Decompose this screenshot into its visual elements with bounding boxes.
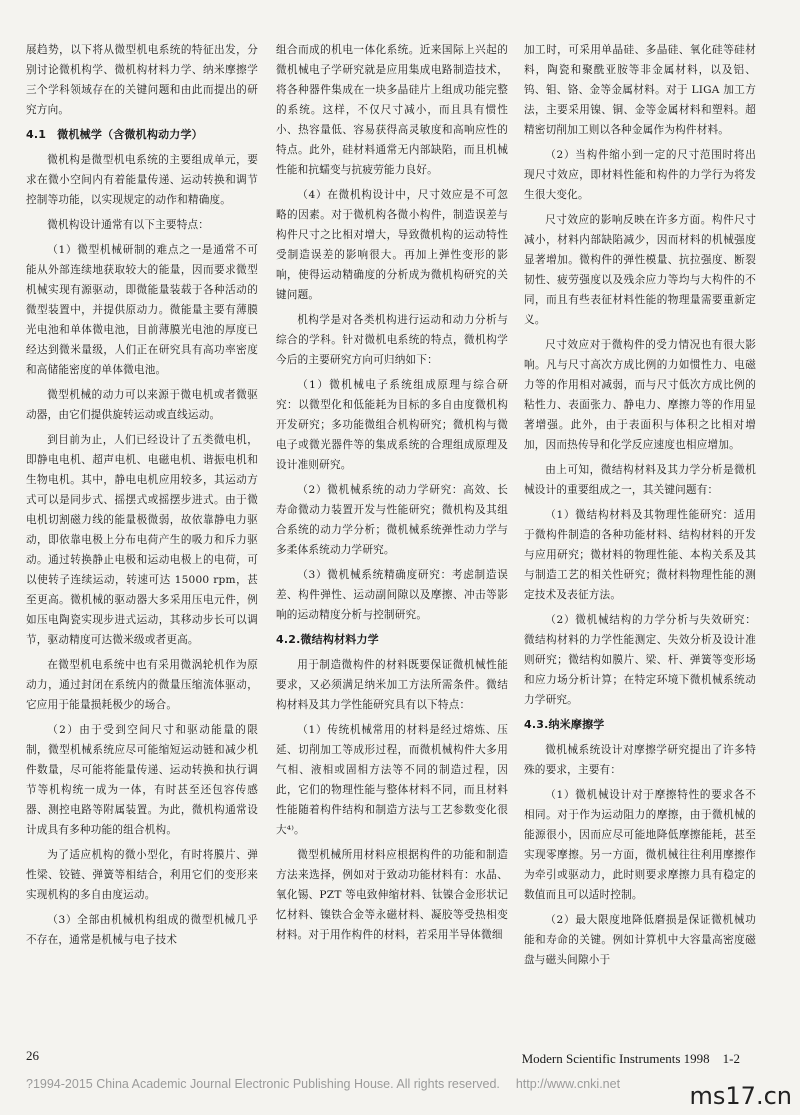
paragraph: 在微型机电系统中也有采用微涡轮机作为原动力，通过封闭在系统内的微量压缩流体驱动，它应用于能量损耗极少的场合。 [26,659,258,711]
paragraph: （1）传统机械常用的材料是经过熔炼、压延、切削加工等成形过程，而微机械构件大多用气相、液相或固相方法等不同的制造过程，因此，它们的物理性能与整体材料不同，而且材料性能随着构件结构和制造方法与工艺参数变化很大⁴⁾。 [276,724,508,836]
paragraph: （2）微机械结构的力学分析与失效研究：微结构材料的力学性能测定、失效分析及设计准则研究；微结构如膜片、梁、杆、弹簧等变形场和应力场分析计算；在特定环境下微机械系统动力学研究。 [524,614,756,706]
paragraph: 微型机械所用材料应根据构件的功能和制造方法来选择，例如对于致动功能材料有：水晶、氧化锡、PZT 等电致伸缩材料、钛镍合金形状记忆材料、镍铁合金等永磁材料、凝胶等受热相变材料。对于用作构件的材料，若采用半导体微细 [276,849,508,941]
text-column-right [524,40,756,975]
paragraph: （3）微机械系统精确度研究：考虑制造误差、构件弹性、运动副间隙以及摩擦、冲击等影响的运动精度分析与控制研究。 [276,569,508,621]
paragraph: （1）微结构材料及其物理性能研究：适用于微构件制造的各种功能材料、结构材料的开发与应用研究；微材料的物理性能、本构关系及其与制造工艺的相关性研究；微材料物理性能的测定技术及表征方法。 [524,509,756,601]
paragraph: 微型机械的动力可以来源于微电机或者微驱动器，由它们提供旋转运动或直线运动。 [26,389,258,421]
journal-footer: Modern Scientific Instruments 1998 1-2 [521,1051,740,1066]
paragraph: 尺寸效应的影响反映在许多方面。构件尺寸减小，材料内部缺陷减少，因而材料的机械强度显著增加。微构件的弹性模量、抗拉强度、断裂韧性、疲劳强度以及残余应力等均与大构件的不同，而且有些表征材料性能的物理量需要重新定义。 [524,214,756,326]
text-column-left [26,40,258,955]
paragraph: 为了适应机构的微小型化，有时将膜片、弹性梁、铰链、弹簧等相结合，利用它们的变形来实现机构的多自由度运动。 [26,849,258,901]
paragraph: （2）由于受到空间尺寸和驱动能量的限制，微型机械系统应尽可能缩短运动链和减少机件数量，尽可能将能量传递、运动转换和执行调节等机构统一成为一体，有时甚至还包容传感器、测控电路等附属装置。为此，微机构通常设计成具有多种功能的组合机构。 [26,724,258,836]
paragraph: 由上可知，微结构材料及其力学分析是微机械设计的重要组成之一，其关键问题有： [524,464,756,496]
copyright-watermark: ?1994-2015 China Academic Journal Electronic Publishing House. All rights reserved. http://www.cnki.net [26,1077,621,1091]
paragraph: 展趋势，以下将从微型机电系统的特征出发，分别讨论微机构学、微机构材料力学、纳米摩擦学三个学科领域存在的关键问题和由此而提出的研究方向。 [26,44,258,116]
paragraph: 加工时，可采用单晶硅、多晶硅、氧化硅等硅材料，陶瓷和聚酰亚胺等非金属材料，以及铝、钨、钼、铬、金等金属材料。对于 LIGA 加工方法，主要采用镍、铜、金等金属材料和塑料。超精密切削加工则以各种金属作为构件材料。 [524,44,756,136]
paragraph: 机构学是对各类机构进行运动和动力分析与综合的学科。针对微机电系统的特点，微机构学今后的主要研究方向可归纳如下： [276,314,508,366]
section-heading: 4.3.纳米摩擦学 [524,718,605,731]
paragraph: 微机构设计通常有以下主要特点： [47,219,210,231]
paragraph: （1）微机械设计对于摩擦特性的要求各不相同。对于作为运动阻力的摩擦，由于微机械的能源很小，因而应尽可能地降低摩擦能耗，甚至实现零摩擦。另一方面，微机械往往利用摩擦作为牵引或驱动力，此时则要求摩擦力具有稳定的数值而且可以适时控制。 [524,789,756,901]
section-heading: 4.1 微机械学（含微机构动力学） [26,128,203,141]
site-watermark-logo: ms17.cn [689,1082,792,1110]
paragraph: 微机械系统设计对摩擦学研究提出了许多特殊的要求，主要有： [524,744,756,776]
page-number: 26 [26,1048,39,1063]
paragraph: （2）当构件缩小到一定的尺寸范围时将出现尺寸效应，即材料性能和构件的力学行为将发生很大变化。 [524,149,756,201]
paragraph: 组合而成的机电一体化系统。近来国际上兴起的微机械电子学研究就是应用集成电路制造技术，将各种器件集成在一块多晶硅片上组成功能完整的系统。这样，不仅尺寸减小，而且具有惯性小、热容量低、容易获得高灵敏度和高响应性的特点。此外，硅材料通常无内部缺陷，而且机械性能和抗蠕变与抗疲劳能力良好。 [276,44,508,176]
paragraph: （4）在微机构设计中，尺寸效应是不可忽略的因素。对于微机构各微小构件，制造误差与构件尺寸之比相对增大，导致微机构的运动特性受制造误差的影响很大。再加上弹性变形的影响，使得运动精确度的分析成为微机构研究的关键问题。 [276,189,508,301]
paragraph: （1）微型机械研制的难点之一是通常不可能从外部连续地获取较大的能量，因而要求微型机械实现有源驱动，即微能量装载于各种活动的微型装置中，并提供原动力。微能量主要有薄膜光电池和单体微电池，目前薄膜光电池的厚度已经达到微米量级，人们正在研究具有高功率密度和高储能密度的单体微电池。 [26,244,258,376]
paragraph: 用于制造微构件的材料既要保证微机械性能要求，又必须满足纳米加工方法所需条件。微结构材料及其力学性能研究具有以下特点： [276,659,508,711]
paragraph: （1）微机械电子系统组成原理与综合研究：以微型化和低能耗为目标的多自由度微机构开发研究；多功能微组合机构研究；微机构与微电子或微光器件等的集成系统的合理组成原理及设计准则研究。 [276,379,508,471]
paragraph: （2）微机械系统的动力学研究：高效、长寿命微动力装置开发与性能研究；微机构及其组合系统的动力学分析；微机械系统弹性动力学与多柔体系统动力学研究。 [276,484,508,556]
text-column-middle [276,40,508,950]
paragraph: （3）全部由机械机构组成的微型机械几乎不存在，通常是机械与电子技术 [26,914,258,946]
paragraph: 微机构是微型机电系统的主要组成单元，要求在微小空间内有着能量传递、运动转换和调节控制等功能，以实现规定的动作和精确度。 [26,154,258,206]
section-heading: 4.2.微结构材料力学 [276,633,379,646]
paragraph: 尺寸效应对于微构件的受力情况也有很大影响。凡与尺寸高次方成比例的力如惯性力、电磁力等的作用相对减弱，而与尺寸低次方成比例的粘性力、表面张力、静电力、摩擦力等的作用显著增强。此外，由于表面积与体积之比相对增加，因而热传导和化学反应速度也相应增加。 [524,339,756,451]
paragraph: （2）最大限度地降低磨损是保证微机械功能和寿命的关键。例如计算机中大容量高密度磁盘与磁头间隙小于 [524,914,756,966]
paragraph: 到目前为止，人们已经设计了五类微电机，即静电电机、超声电机、电磁电机、谐振电机和生物电机。其中，静电电机应用较多，其运动方式可以是同步式、摇摆式或摇摆步进式。由于微电机切割磁力线的能量极微弱，故依靠静电力驱动，即依靠电极上分布电荷产生的吸力和斥力驱动。通过转换静止电极和运动电极上的电荷，可以使转子连续运动，转速可达 15000 rpm，甚至更高。微机械的驱动器大多采用压电元件，例如压电陶瓷实现步进式运动，其移动步长可以调节，驱动精度可达微米级或者更高。 [26,434,258,646]
